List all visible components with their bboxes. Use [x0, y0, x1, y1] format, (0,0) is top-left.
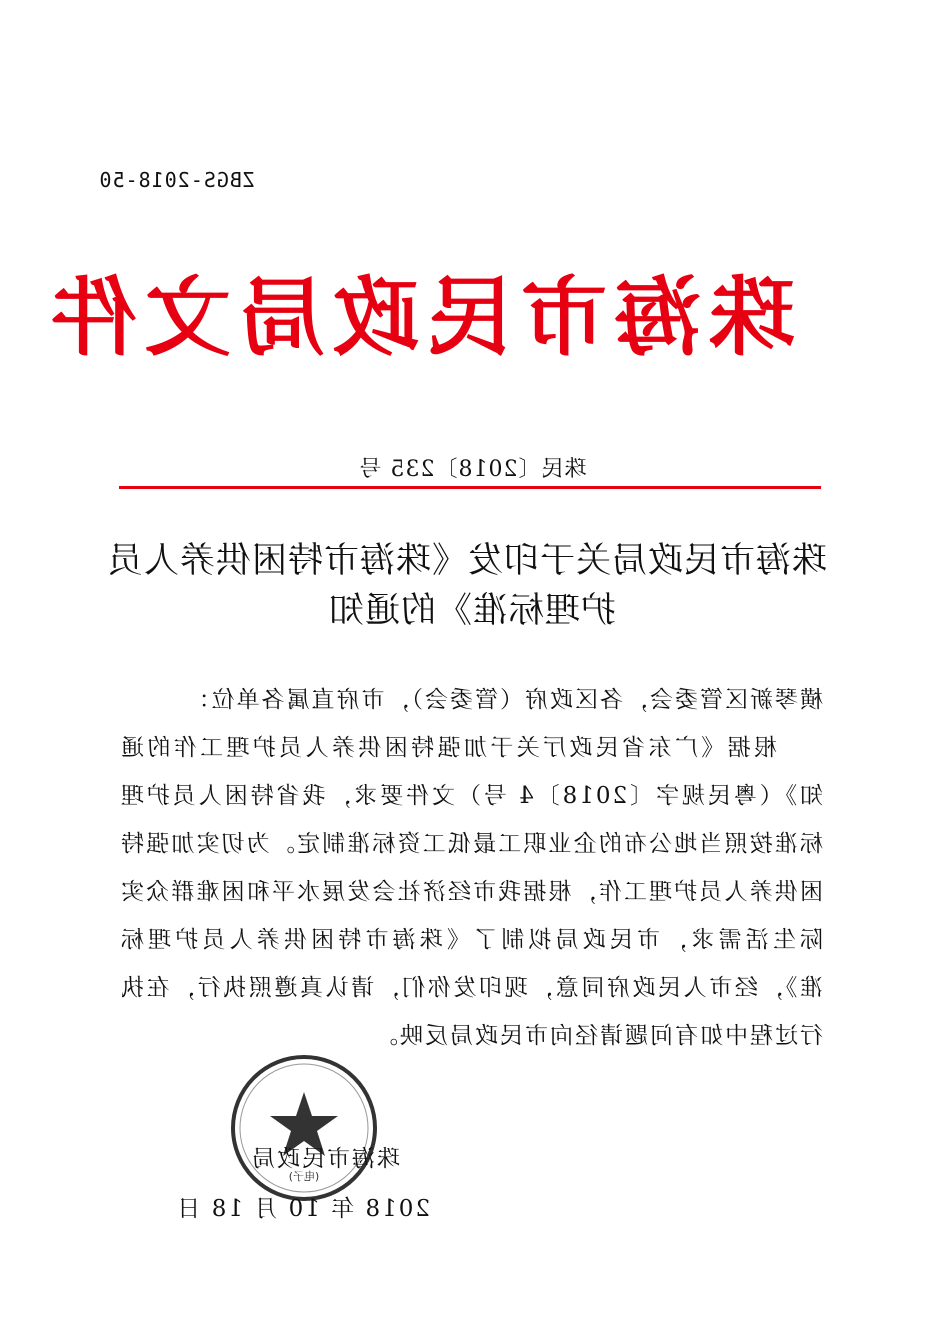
notice-body [119, 676, 823, 1060]
official-seal-stamp [228, 1052, 380, 1204]
document-code: ZBGS-2018-50 [98, 168, 255, 192]
headline-line-1: 珠海市民政局关于印发《珠海市特困供养人员 [106, 541, 827, 581]
document-number: 珠民〔2018〕235 号 [358, 457, 587, 482]
signing-authority: 珠海市民政局 [250, 1146, 400, 1172]
issuing-authority-title: 珠海市民政局文件 [43, 268, 795, 368]
seal-sub-text: (电子) [288, 1170, 320, 1183]
headline-line-2: 护理标准》的通知 [328, 591, 617, 631]
notice-headline [106, 536, 827, 636]
red-divider-line [119, 486, 821, 489]
salutation: 横琴新区管委会，各区政府（管委会），市府直属各单位： [184, 687, 823, 713]
signing-date: 2018 年 10 月 18 日 [175, 1196, 430, 1222]
body-paragraph: 根据《广东省民政厅关于加强特困供养人员护理工作的通知》（粤民规字〔2018〕4 号）文件要求，我省特困人员护理标准按照当地公布的企业职工最低工资标准制定。为切实加强特困供养人员护理工作，根据我市经济社会发展水平和困难群众实际生活需求，市民政局拟制了《珠海市特困供养人员护理标准》，经市人民政府同意，现印发你们，请认真遵照执行，在执行过程中如有问题请径向市民政局反映。 [119, 735, 823, 1049]
